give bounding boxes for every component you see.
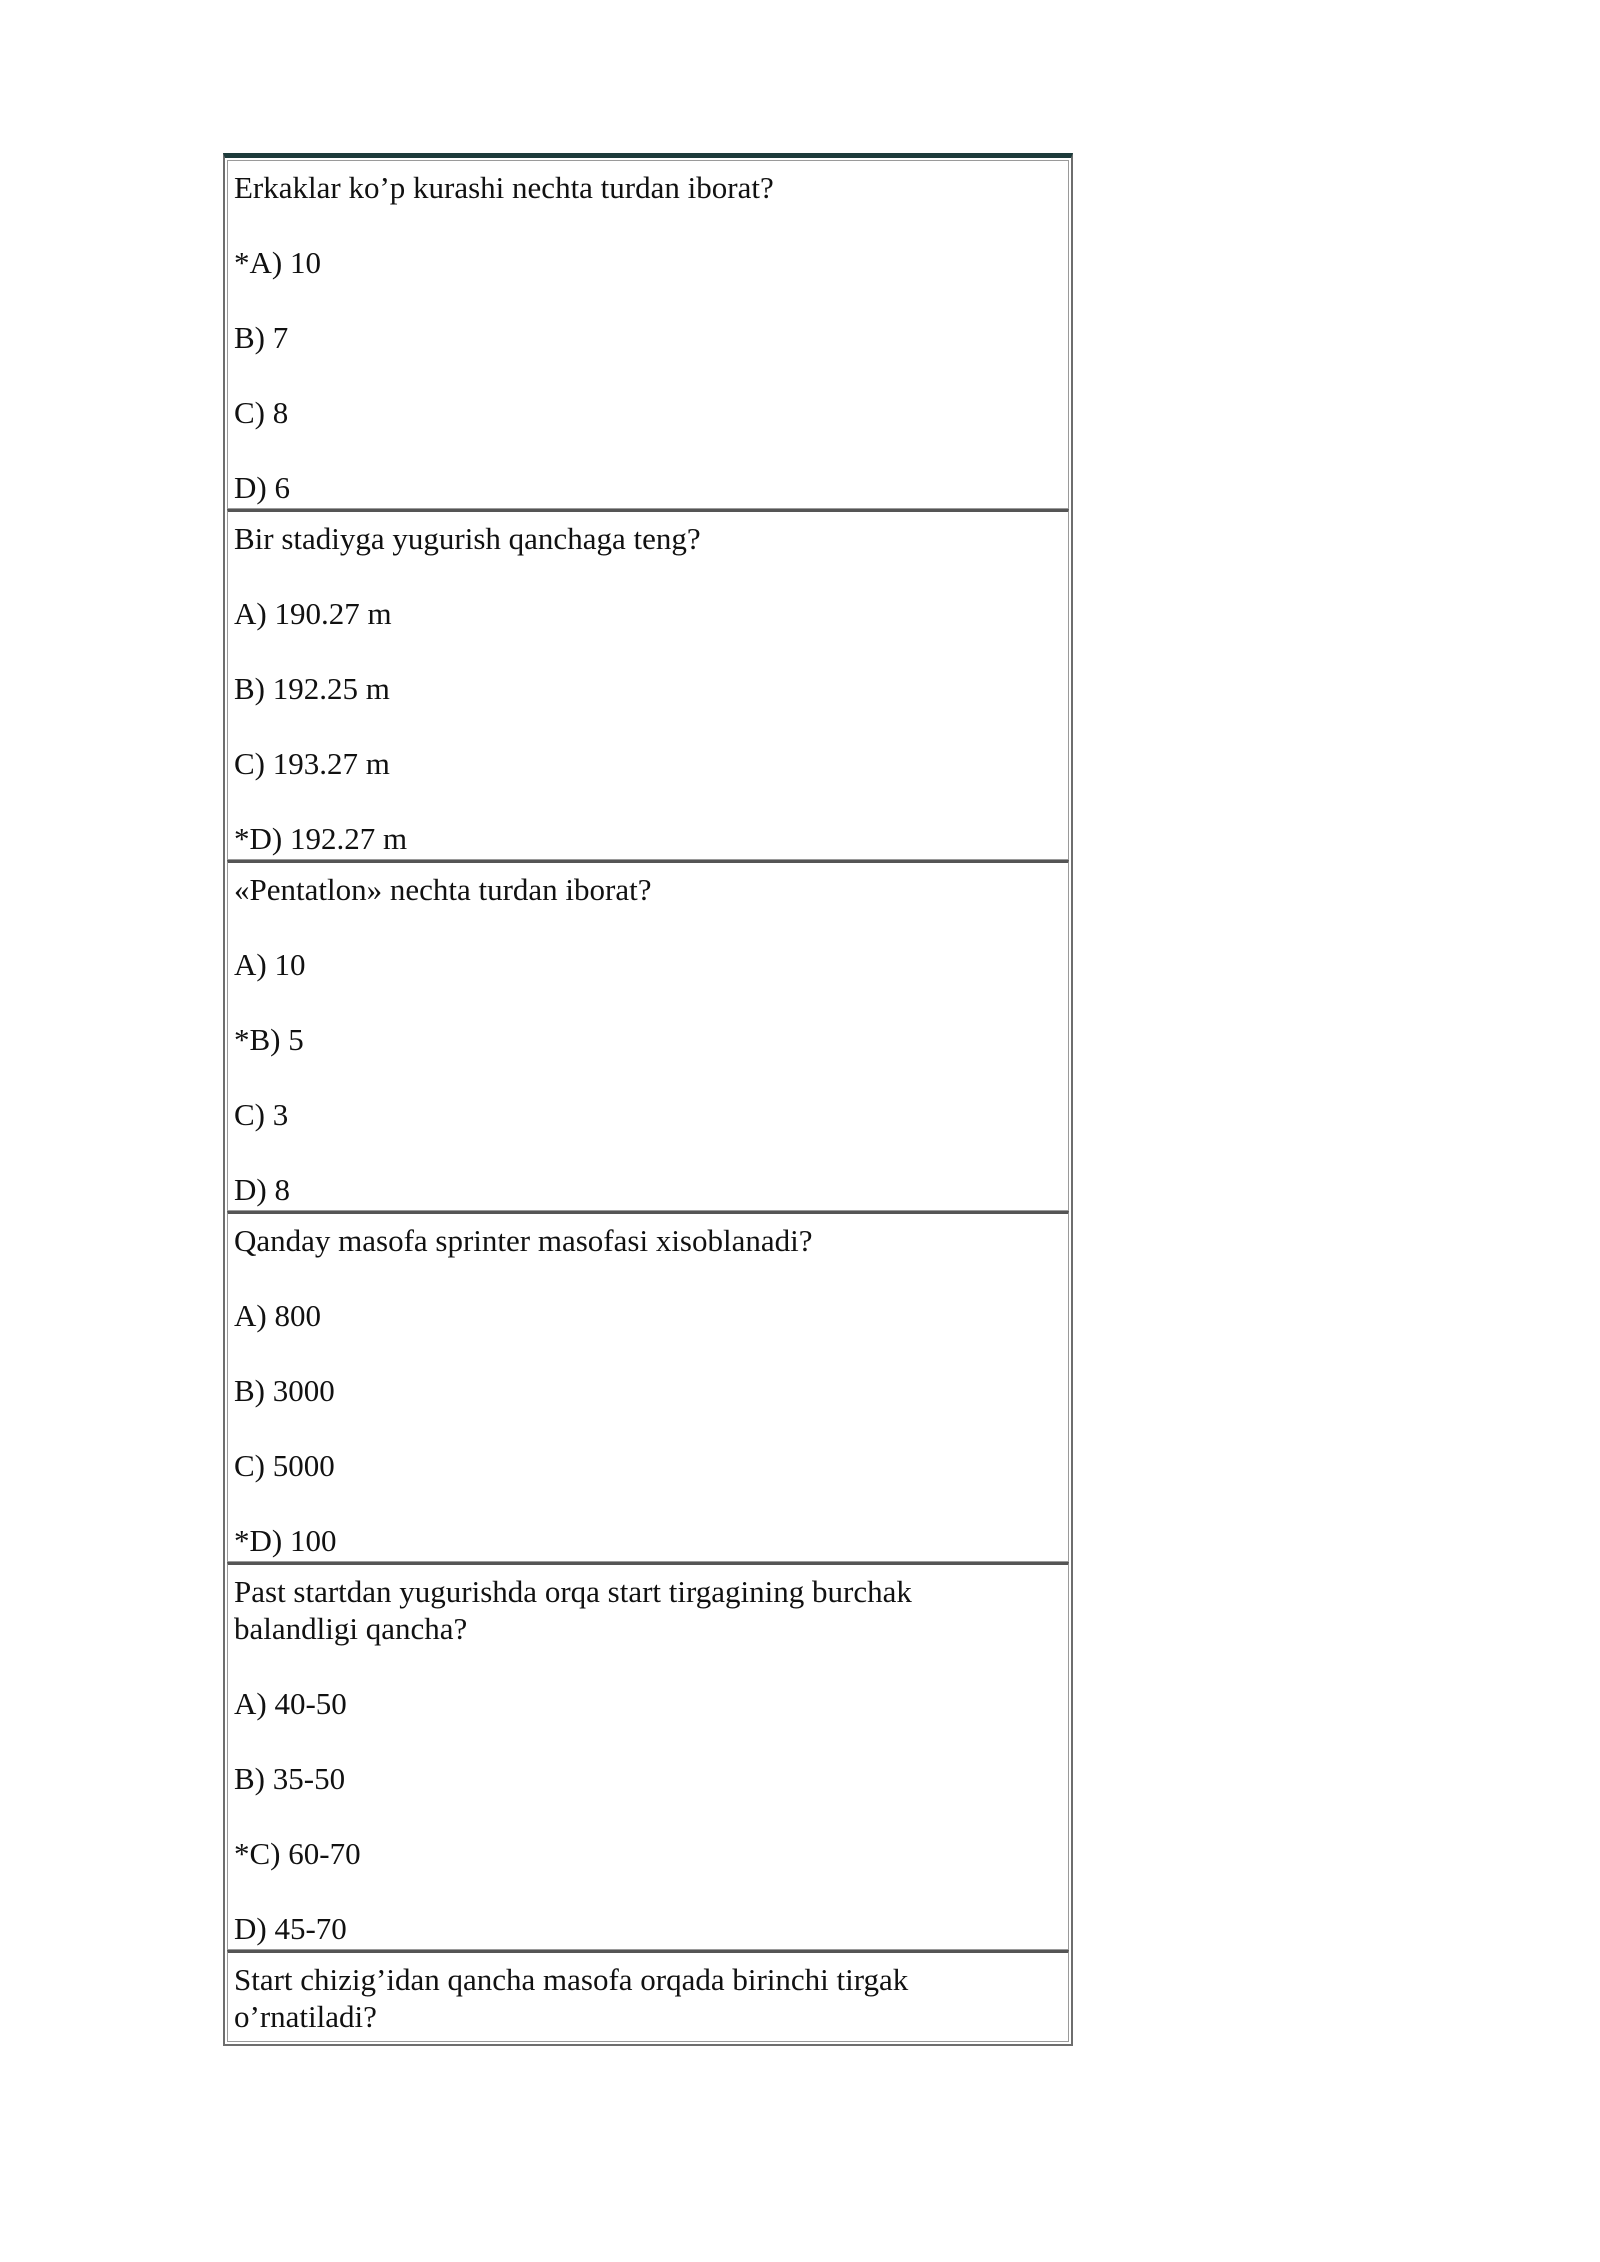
quiz-table xyxy=(223,153,1073,2046)
answer-option: C) 193.27 m xyxy=(234,746,390,781)
question-text: Erkaklar ko’p kurashi nechta turdan iborat? xyxy=(234,170,774,205)
answer-option: D) 8 xyxy=(234,1172,290,1207)
answer-option: C) 5000 xyxy=(234,1448,335,1483)
answer-option: *D) 100 xyxy=(234,1523,337,1558)
answer-option: B) 7 xyxy=(234,320,289,355)
answer-option: B) 35-50 xyxy=(234,1761,346,1796)
answer-option: C) 8 xyxy=(234,395,289,430)
question-cell xyxy=(227,1562,1069,1950)
answer-option: B) 192.25 m xyxy=(234,671,390,706)
question-cell xyxy=(227,509,1069,860)
question-text: Qanday masofa sprinter masofasi xisoblanadi? xyxy=(234,1223,813,1258)
question-cell xyxy=(227,1211,1069,1562)
answer-option: A) 190.27 m xyxy=(234,596,392,631)
answer-option: C) 3 xyxy=(234,1097,289,1132)
answer-option: A) 40-50 xyxy=(234,1686,347,1721)
answer-option: *B) 5 xyxy=(234,1022,304,1057)
answer-option: B) 3000 xyxy=(234,1373,335,1408)
answer-option: A) 800 xyxy=(234,1298,321,1333)
question-text: «Pentatlon» nechta turdan iborat? xyxy=(234,872,652,907)
answer-option: *C) 60-70 xyxy=(234,1836,361,1871)
answer-option: D) 45-70 xyxy=(234,1911,347,1946)
answer-option: *A) 10 xyxy=(234,245,321,280)
answer-option: A) 10 xyxy=(234,947,306,982)
answer-option: *D) 192.27 m xyxy=(234,821,408,856)
question-text: Past startdan yugurishda orqa start tirgagining burchak balandligi qancha? xyxy=(234,1574,912,1646)
question-text: Bir stadiyga yugurish qanchaga teng? xyxy=(234,521,701,556)
question-cell xyxy=(227,1950,1069,2042)
question-cell xyxy=(227,860,1069,1211)
question-text: Start chizig’idan qancha masofa orqada birinchi tirgak o’rnatiladi? xyxy=(234,1962,909,2034)
question-cell xyxy=(227,160,1069,509)
answer-option: D) 6 xyxy=(234,470,290,505)
